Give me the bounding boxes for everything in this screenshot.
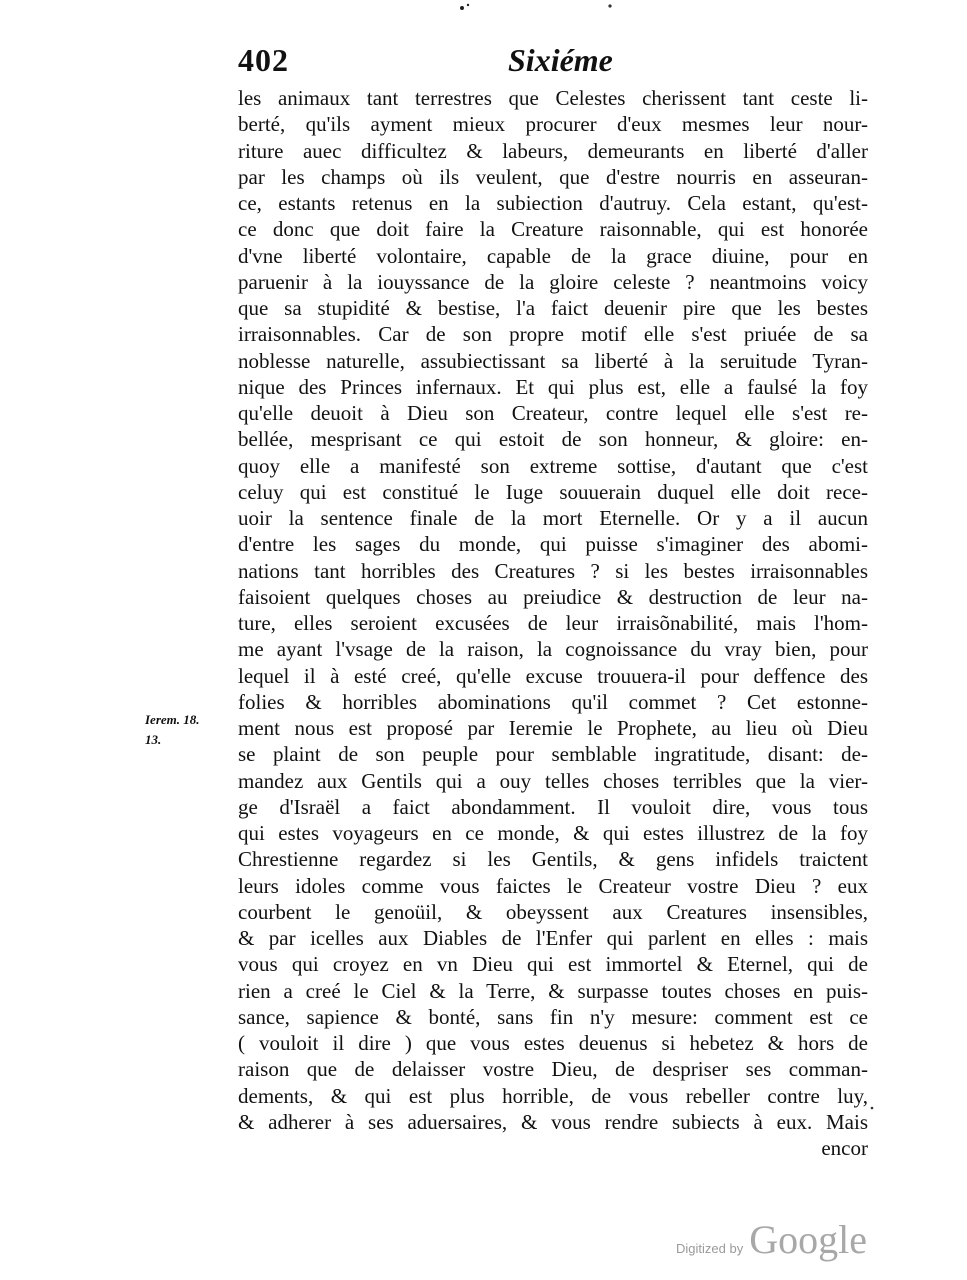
text-line: raison que de delaisser vostre Dieu, de despriser ses comman-: [238, 1057, 868, 1082]
text-line: mandez aux Gentils qui a ouy telles choses terribles que la vier-: [238, 768, 868, 793]
text-line: berté, qu'ils ayment mieux procurer d'eux mesmes leur nour-: [238, 112, 868, 137]
margin-note: [145, 710, 229, 750]
watermark-prefix: Digitized by: [676, 1241, 744, 1256]
body-text: [238, 85, 868, 1161]
text-line: courbent le genoüil, & obeyssent aux Creatures insensibles,: [238, 899, 868, 924]
text-line: & par icelles aux Diables de l'Enfer qui parlent en elles : mais: [238, 926, 868, 950]
text-line: ce donc que doit faire la Creature raisonnable, qui est honorée: [238, 217, 868, 242]
text-line: d'entre les sages du monde, qui puisse s'imaginer des abomi-: [238, 532, 868, 557]
google-logo: Google: [749, 1217, 867, 1262]
text-line: riture auec difficultez & labeurs, demeurants en liberté d'aller: [238, 138, 868, 163]
text-line: me ayant l'vsage de la raison, la cognoissance du vray bien, pour: [238, 637, 868, 662]
text-line: & adherer à ses aduersaires, & vous rendre subiects à eux. Mais: [238, 1109, 868, 1134]
text-line: ture, elles seroient excusées de leur irraisõnabilité, mais l'hom-: [238, 611, 868, 635]
text-line: qui estes voyageurs en ce monde, & qui estes illustrez de la foy: [238, 821, 868, 845]
text-line: lequel il à esté creé, qu'elle excuse trouuera-il pour deffence des: [238, 663, 868, 688]
margin-note-line: 13.: [145, 732, 162, 747]
text-line: folies & horribles abominations qu'il commet ? Cet estonne-: [238, 689, 868, 714]
catchword: encor: [821, 1136, 868, 1160]
text-line: se plaint de son peuple pour semblable ingratitude, disant: de-: [238, 742, 868, 767]
text-line: Chrestienne regardez si les Gentils, & gens infidels traictent: [238, 847, 868, 872]
text-line: leurs idoles comme vous faictes le Createur vostre Dieu ? eux: [238, 873, 868, 898]
text-line: par les champs où ils veulent, que d'estre nourris en asseuran-: [238, 164, 868, 189]
google-watermark: [676, 1216, 867, 1263]
text-line: faisoient quelques choses au preiudice & destruction de leur na-: [238, 584, 868, 609]
text-line: dements, & qui est plus horrible, de vous rebeller contre luy,: [238, 1083, 868, 1108]
page-header: [238, 40, 868, 84]
text-line: d'vne liberté volontaire, capable de la grace diuine, pour en: [238, 243, 868, 268]
text-line: uoir la sentence finale de la mort Eternelle. Or y a il aucun: [238, 506, 868, 530]
text-line: qu'elle deuoit à Dieu son Createur, contre lequel elle s'est re-: [238, 401, 868, 425]
text-line: quoy elle a manifesté son extreme sottise, d'autant que c'est: [238, 453, 868, 478]
text-line: bellée, mesprisant ce qui estoit de son honneur, & gloire: en-: [238, 427, 868, 452]
text-line: ( vouloit il dire ) que vous estes deuenus si hebetez & hors de: [238, 1031, 868, 1055]
text-line: paruenir à la iouyssance de la gloire celeste ? neantmoins voicy: [238, 269, 868, 294]
text-line: sance, sapience & bonté, sans fin n'y mesure: comment est ce: [238, 1004, 868, 1029]
running-head: Sixiéme: [508, 42, 613, 78]
margin-note-line: Ierem. 18.: [145, 712, 200, 727]
text-line: les animaux tant terrestres que Celestes cherissent tant ceste li-: [238, 86, 868, 110]
text-line: que sa stupidité & bestise, l'a faict deuenir pire que les bestes: [238, 296, 868, 320]
text-line: nique des Princes infernaux. Et qui plus est, elle a faulsé la foy: [238, 374, 868, 399]
text-line: nations tant horribles des Creatures ? si les bestes irraisonnables: [238, 558, 868, 583]
text-line: ment nous est proposé par Ieremie le Prophete, au lieu où Dieu: [238, 716, 868, 740]
page-number: 402: [238, 42, 289, 78]
text-line: vous qui croyez en vn Dieu qui est immortel & Eternel, qui de: [238, 952, 868, 977]
text-line: celuy qui est constitué le Iuge souuerain duquel elle doit rece-: [238, 479, 868, 504]
text-line: ge d'Israël a faict abondamment. Il vouloit dire, vous tous: [238, 794, 868, 819]
text-line: ce, estants retenus en la subiection d'autruy. Cela estant, qu'est-: [238, 191, 868, 215]
text-line: irraisonnables. Car de son propre motif elle s'est priuée de sa: [238, 322, 868, 347]
text-line: rien a creé le Ciel & la Terre, & surpasse toutes choses en puis-: [238, 978, 868, 1003]
text-line: noblesse naturelle, assubiectissant sa liberté à la seruitude Tyran-: [238, 348, 868, 373]
